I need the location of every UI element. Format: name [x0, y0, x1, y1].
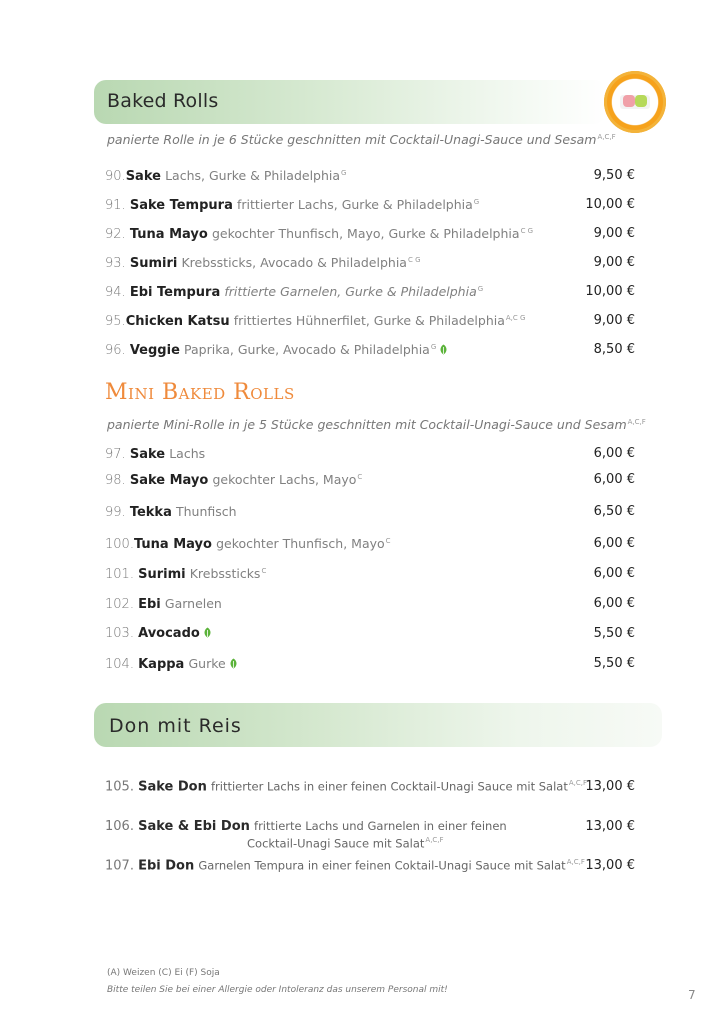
price: 9,00 € — [593, 255, 635, 270]
menu-item: 100.Tuna Mayo gekochter Thunfisch, Mayo$^C$ 6,00 € — [105, 536, 635, 552]
price: 6,00 € — [593, 536, 635, 551]
menu-item: 92. Tuna Mayo gekochter Thunfisch, Mayo, Gurke & Philadelphia$^{C G}$ 9,00 € — [105, 226, 635, 242]
price: 8,50 € — [593, 342, 635, 357]
price: 13,00 € — [585, 858, 635, 873]
don-mit-reis-title: Don mit Reis — [109, 715, 242, 737]
vegetarian-leaf-icon — [439, 344, 448, 355]
menu-item: 107. Ebi Don Garnelen Tempura in einer feinen Coktail-Unagi Sauce mit Salat$^{A,C,F}$ 13,00 € — [105, 858, 635, 874]
price: 6,00 € — [593, 472, 635, 487]
baked-rolls-banner — [94, 80, 606, 124]
price: 6,50 € — [593, 504, 635, 519]
price: 6,00 € — [593, 446, 635, 461]
page-number: 7 — [688, 988, 696, 1002]
menu-item-continuation: Cocktail-Unagi Sauce mit Salat$^{A,C,F}$ — [247, 836, 444, 851]
price: 9,00 € — [593, 313, 635, 328]
price: 13,00 € — [585, 819, 635, 834]
baked-rolls-description: panierte Rolle in je 6 Stücke geschnitten mit Cocktail-Unagi-Sauce und Sesam$^{A,C,F}$ — [107, 132, 616, 147]
menu-item: 93. Sumiri Krebssticks, Avocado & Philadelphia$^{C G}$ 9,00 € — [105, 255, 635, 271]
price: 9,50 € — [593, 168, 635, 183]
price: 6,00 € — [593, 596, 635, 611]
baked-rolls-title: Baked Rolls — [107, 90, 219, 112]
menu-item: 105. Sake Don frittierter Lachs in einer feinen Cocktail-Unagi Sauce mit Salat$^{A,C,F}$ 13,00 € — [105, 779, 635, 795]
menu-item: 98. Sake Mayo gekochter Lachs, Mayo$^C$ 6,00 € — [105, 472, 635, 488]
price: 10,00 € — [585, 284, 635, 299]
mini-baked-rolls-description: panierte Mini-Rolle in je 5 Stücke geschnitten mit Cocktail-Unagi-Sauce und Sesam$^{A,C,F}$ — [107, 417, 646, 432]
vegetarian-leaf-icon — [229, 658, 238, 669]
restaurant-logo — [604, 71, 666, 133]
menu-item: 91. Sake Tempura frittierter Lachs, Gurke & Philadelphia$^G$ 10,00 € — [105, 197, 635, 213]
menu-item: 94. Ebi Tempura frittierte Garnelen, Gurke & Philadelphia$^G$ 10,00 € — [105, 284, 635, 300]
menu-item: 95.Chicken Katsu frittiertes Hühnerfilet, Gurke & Philadelphia$^{A,C G}$ 9,00 € — [105, 313, 635, 329]
sushi-roll-icon — [604, 71, 666, 133]
menu-item: 102. Ebi Garnelen 6,00 € — [105, 596, 635, 612]
price: 5,50 € — [593, 626, 635, 641]
price: 13,00 € — [585, 779, 635, 794]
menu-item: 104. Kappa Gurke 5,50 € — [105, 656, 635, 672]
mini-baked-rolls-title: Mini Baked Rolls — [105, 380, 295, 405]
price: 10,00 € — [585, 197, 635, 212]
allergy-notice: Bitte teilen Sie bei einer Allergie oder Intoleranz das unserem Personal mit! — [107, 985, 448, 995]
menu-item: 96. Veggie Paprika, Gurke, Avocado & Philadelphia$^G$ 8,50 € — [105, 342, 635, 358]
vegetarian-leaf-icon — [203, 627, 212, 638]
price: 6,00 € — [593, 566, 635, 581]
price: 5,50 € — [593, 656, 635, 671]
menu-item: 103. Avocado 5,50 € — [105, 626, 635, 641]
menu-item: 97. Sake Lachs 6,00 € — [105, 446, 635, 462]
don-mit-reis-banner — [94, 703, 662, 747]
allergen-legend: (A) Weizen (C) Ei (F) Soja — [107, 968, 220, 978]
menu-item: 99. Tekka Thunfisch 6,50 € — [105, 504, 635, 520]
menu-item: 106. Sake & Ebi Don frittierte Lachs und Garnelen in einer feinen 13,00 € — [105, 819, 635, 834]
price: 9,00 € — [593, 226, 635, 241]
menu-item: 90.Sake Lachs, Gurke & Philadelphia$^G$ 9,50 € — [105, 168, 635, 184]
menu-item: 101. Surimi Krebssticks$^C$ 6,00 € — [105, 566, 635, 582]
